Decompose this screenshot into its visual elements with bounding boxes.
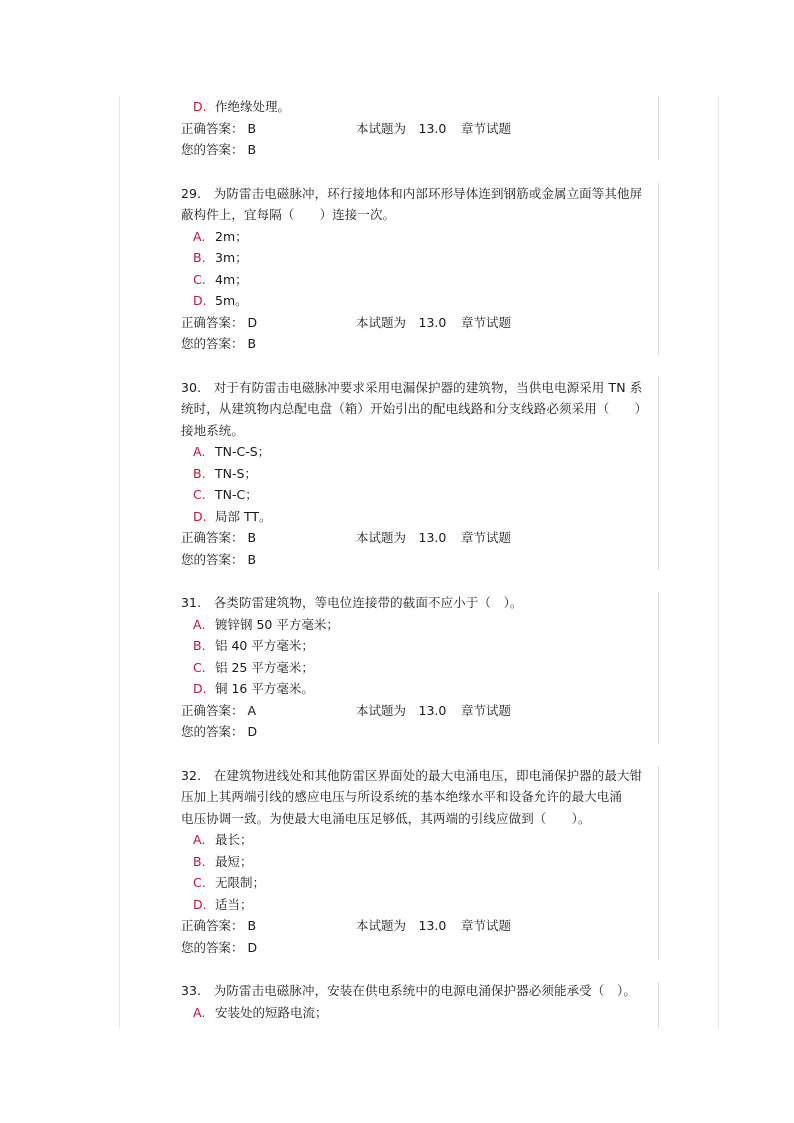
your-answer-value: B [247, 142, 257, 157]
question-block-32 [181, 765, 661, 959]
option-c: C. 无限制； [193, 875, 266, 890]
option-b: B. TN-S； [193, 465, 257, 481]
option-b: B. 最短； [193, 853, 253, 869]
question-title: 32. 在建筑物进线处和其他防雷区界面处的最大电涌电压，即电涌保护器的最大钳 压加上其两端引线的感应电压与所设系统的基本绝缘水平和设备允许的最大电涌 电压协调一致。为使最大电涌电压足够低，其两端的引线应做到（ ）。 [181, 767, 643, 826]
option-d: D. 适当； [193, 896, 253, 912]
correct-answer-value: B [247, 530, 257, 545]
option-a: A. TN-C-S； [193, 444, 271, 459]
your-answer-row: 您的答案： B [181, 551, 257, 567]
correct-answer-row: 正确答案： B 本试题为 13.0 章节试题 [181, 118, 661, 140]
question-block-28 [181, 96, 661, 161]
section-text: 章节试题 [461, 530, 512, 545]
question-block-33 [181, 980, 661, 1023]
option-a: A. 镀锌钢 50 平方毫米； [193, 616, 339, 632]
question-block-31 [181, 592, 661, 743]
section-text: 章节试题 [461, 702, 512, 718]
your-answer-value: B [247, 551, 257, 567]
your-answer-value: D [247, 724, 258, 739]
question-block-30 [181, 377, 661, 571]
correct-answer-value: D [247, 314, 258, 330]
option-d: D. 铜 16 平方毫米。 [193, 681, 314, 696]
option-a: A. 安装处的短路电流； [193, 1004, 328, 1020]
correct-answer-row: 正确答案： B 本试题为 13.0 章节试题 [181, 527, 661, 549]
your-answer-value: B [247, 336, 257, 351]
correct-answer-row: 正确答案： D 本试题为 13.0 章节试题 [181, 312, 661, 334]
option-d: D. 作绝缘处理。 [193, 99, 291, 114]
option-a: A. 最长； [193, 832, 253, 847]
page-right-border [718, 96, 719, 1028]
page-left-border [119, 96, 120, 1028]
your-answer-row: 您的答案： D [181, 724, 258, 739]
your-answer-value: D [247, 939, 258, 955]
question-title: 29. 为防雷击电磁脉冲，环行接地体和内部环形导体连到钢筋或金属立面等其他屏 蔽构件上，宜每隔（ ）连接一次。 [181, 185, 643, 222]
option-b: B. 铝 40 平方毫米； [193, 638, 314, 653]
score-text: 本试题为 13.0 [356, 918, 447, 933]
question-title: 30. 对于有防雷击电磁脉冲要求采用电漏保护器的建筑物，当供电电源采用 TN 系 统时，从建筑物内总配电盘（箱）开始引出的配电线路和分支线路必须采用（ ） 接地系统。 [181, 379, 648, 438]
your-answer-row: 您的答案： B [181, 336, 257, 351]
section-text: 章节试题 [461, 120, 512, 136]
option-c: C. TN-C； [193, 487, 258, 502]
section-text: 章节试题 [461, 314, 512, 330]
correct-answer-value: B [247, 918, 257, 933]
correct-answer-value: B [247, 120, 257, 136]
option-b: B. 3m； [193, 250, 248, 265]
option-d: D. 5m。 [193, 293, 248, 308]
score-text: 本试题为 13.0 [356, 702, 447, 718]
score-text: 本试题为 13.0 [356, 314, 447, 330]
option-d: D. 局部 TT。 [193, 508, 272, 524]
your-answer-row: 您的答案： D [181, 939, 258, 955]
correct-answer-value: A [247, 702, 257, 718]
your-answer-row: 您的答案： B [181, 142, 257, 157]
question-list [181, 96, 661, 1023]
option-a: A. 2m； [193, 228, 248, 244]
question-title: 33. 为防雷击电磁脉冲，安装在供电系统中的电源电涌保护器必须能承受（ ）。 [181, 983, 636, 998]
option-c: C. 4m； [193, 271, 248, 287]
section-text: 章节试题 [461, 918, 512, 933]
correct-answer-row: 正确答案： B 本试题为 13.0 章节试题 [181, 915, 661, 937]
question-title: 31. 各类防雷建筑物，等电位连接带的截面不应小于（ ）。 [181, 595, 523, 610]
correct-answer-row: 正确答案： A 本试题为 13.0 章节试题 [181, 700, 661, 722]
option-c: C. 铝 25 平方毫米； [193, 659, 314, 675]
question-block-29 [181, 183, 661, 355]
score-text: 本试题为 13.0 [356, 120, 447, 136]
score-text: 本试题为 13.0 [356, 530, 447, 545]
